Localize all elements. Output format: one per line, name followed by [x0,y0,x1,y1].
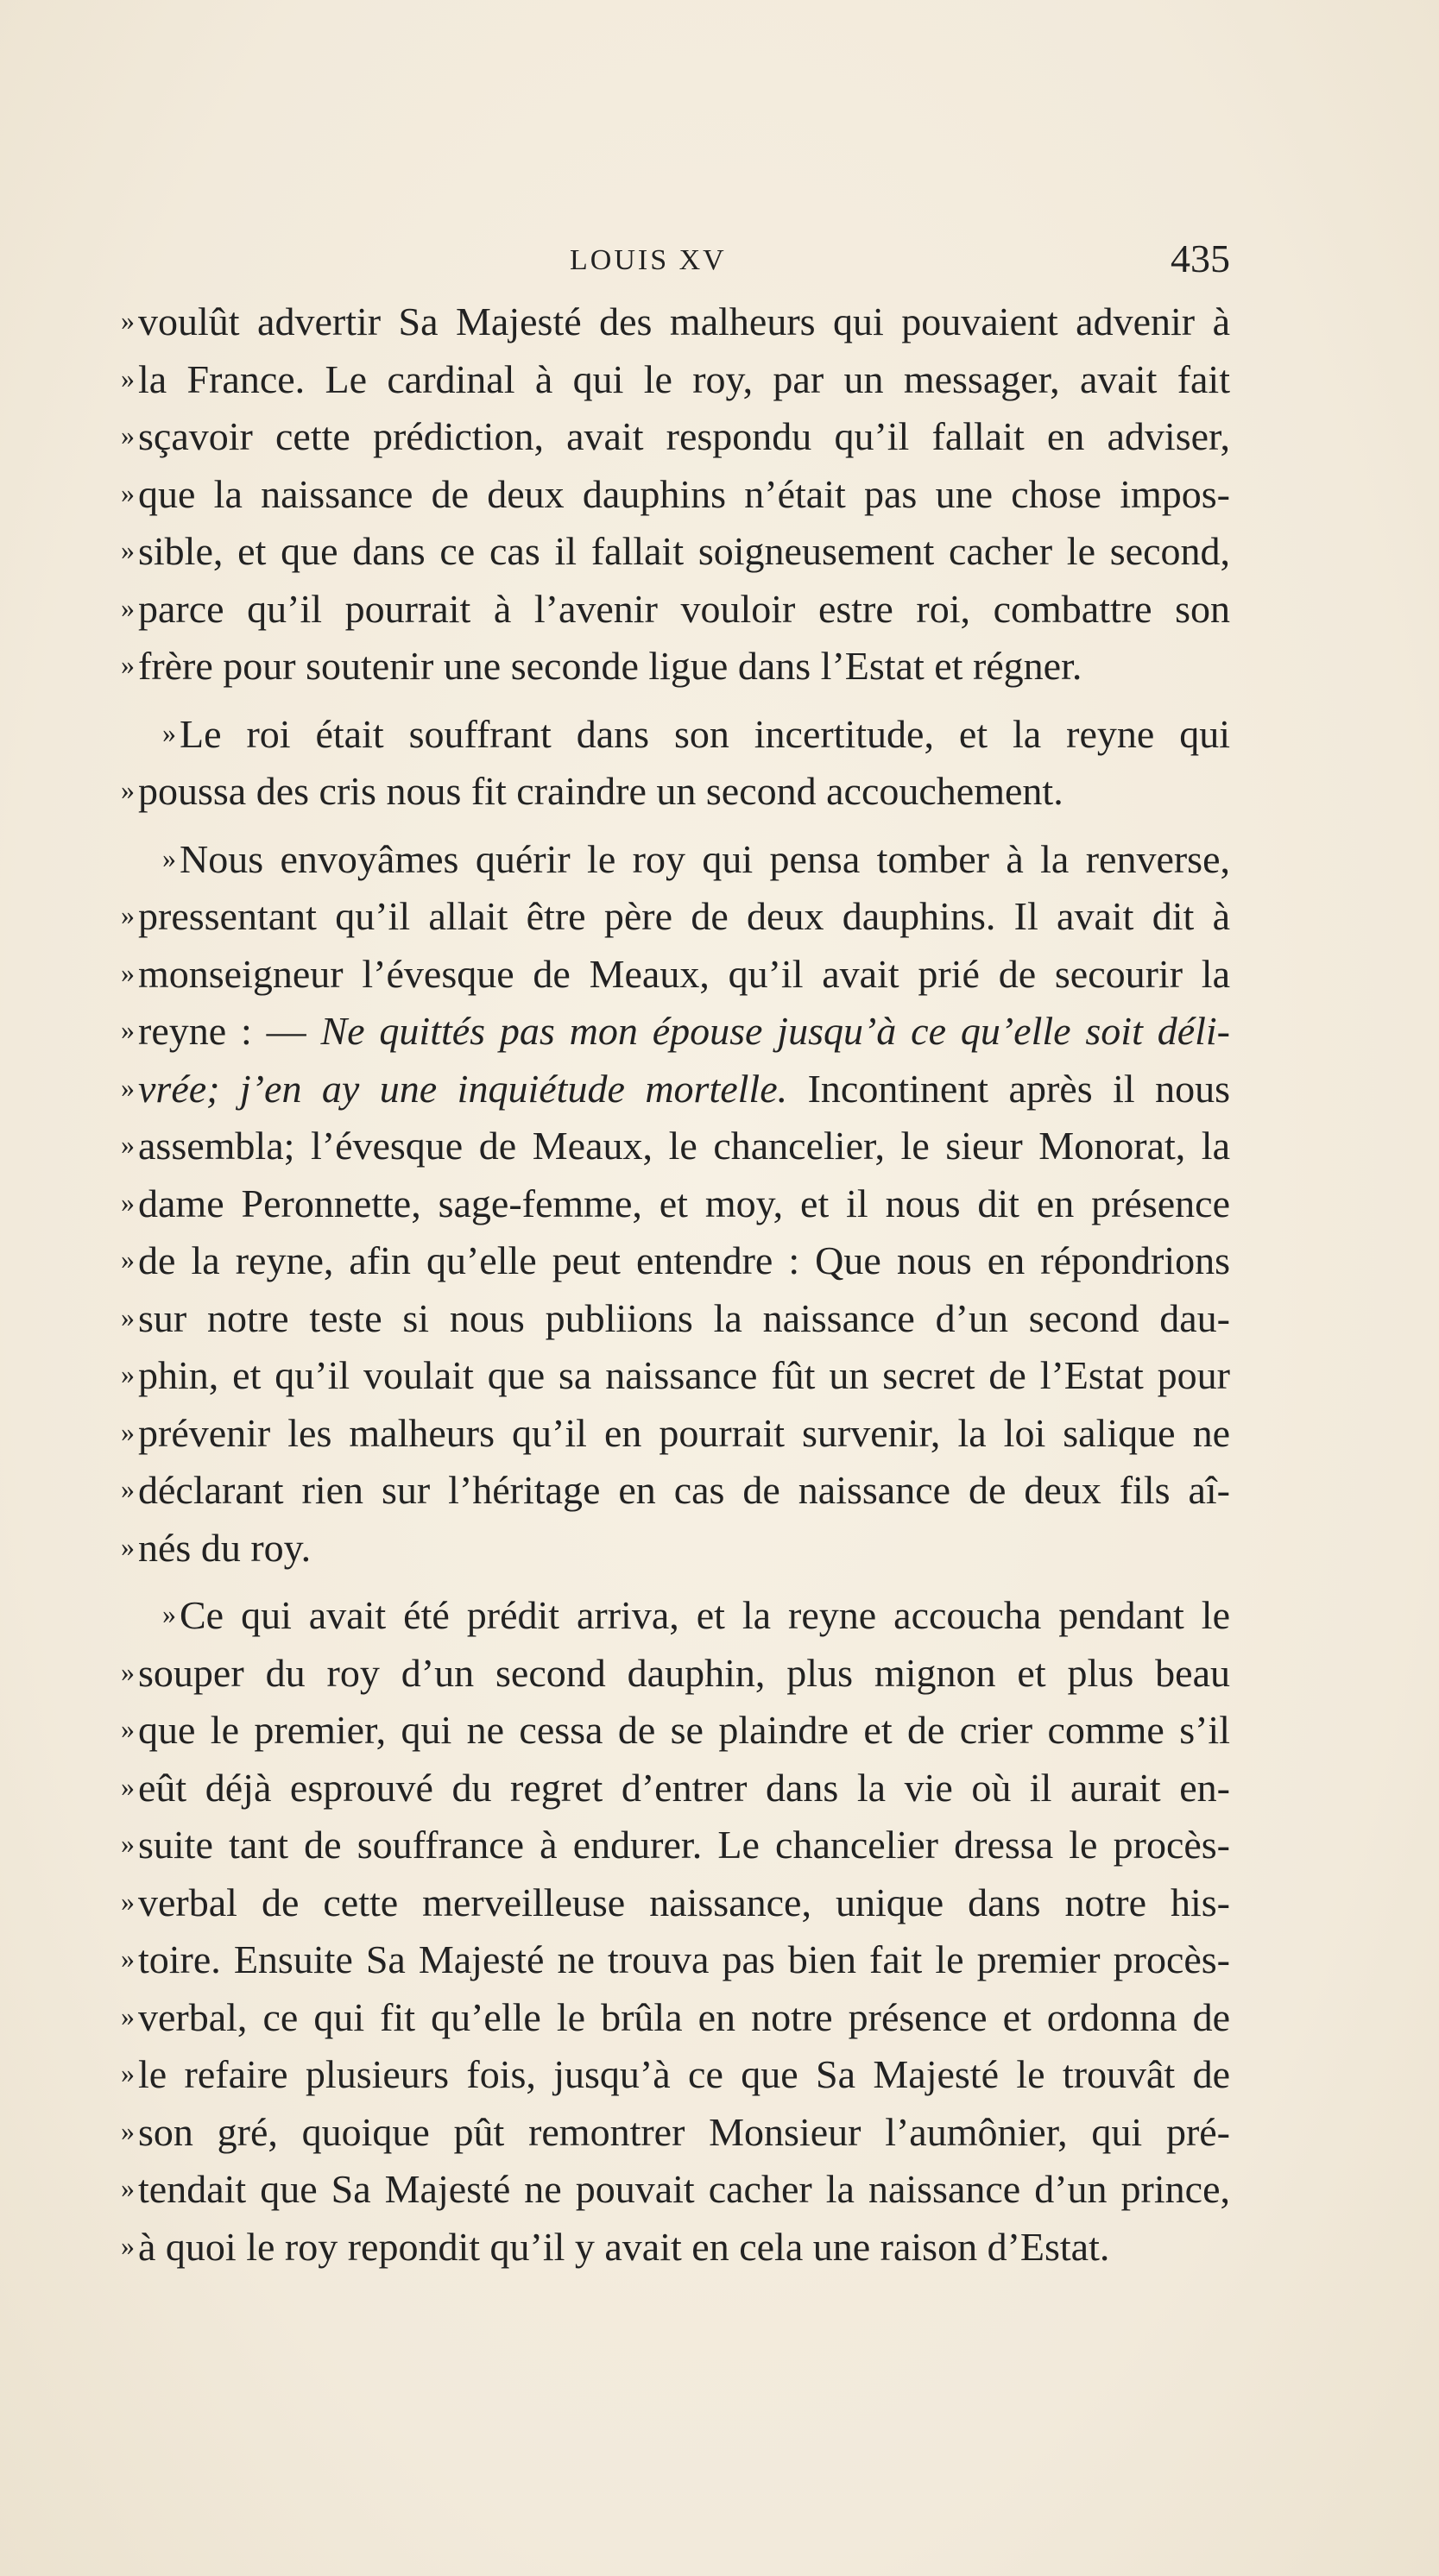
text-line: »Le roi était souffrant dans son incertitude, et la reyne qui [121,704,1230,762]
quote-mark: » [121,476,135,508]
quote-mark: » [121,534,135,565]
text-line: »phin, et qu’il voulait que sa naissance fût un secret de l’Estat pour [121,1345,1230,1403]
quote-mark: » [121,1713,135,1744]
text-line: »de la reyne, afin qu’elle peut entendre : Que nous en répondrions [121,1231,1230,1288]
quote-mark: » [121,1655,135,1687]
text-line: »tendait que Sa Majesté ne pouvait cacher la naissance d’un prince, [121,2159,1230,2217]
quote-mark: » [121,591,135,623]
quote-mark: » [121,419,135,450]
quote-mark: » [121,1473,135,1504]
quote-mark: » [121,1358,135,1389]
text-line: »dame Peronnette, sage-femme, et moy, et il nous dit en présence [121,1174,1230,1231]
paragraph-gap [121,694,1230,704]
text-line: »sible, et que dans ce cas il fallait soigneusement cacher le second, [121,521,1230,579]
quote-mark: » [121,774,135,805]
quote-mark: » [121,1301,135,1332]
text-line: »suite tant de souffrance à endurer. Le chancelier dressa le procès- [121,1815,1230,1873]
text-line: »vrée; j’en ay une inquiétude mortelle. Incontinent après il nous [121,1059,1230,1117]
text-line: »nés du roy. [121,1518,1230,1576]
quote-mark: » [121,956,135,988]
text-line: »pressentant qu’il allait être père de deux dauphins. Il avait dit à [121,886,1230,944]
paragraph-gap [121,1575,1230,1585]
italic-quote: Ne quittés pas mon épouse jusqu’à ce qu’elle soit déli- [320,1009,1230,1053]
text-line: »toire. Ensuite Sa Majesté ne trouva pas bien fait le premier procès- [121,1930,1230,1987]
quote-mark: » [121,1129,135,1160]
text-line: »voulût advertir Sa Majesté des malheurs qui pouvaient advenir à [121,292,1230,350]
paragraph-gap [121,819,1230,829]
text-line: »frère pour soutenir une seconde ligue dans l’Estat et régner. [121,636,1230,694]
text-line: »eût déjà esprouvé du regret d’entrer dans la vie où il aurait en- [121,1758,1230,1816]
text-line: »Nous envoyâmes quérir le roy qui pensa tomber à la renverse, [121,829,1230,887]
quote-mark: » [121,1415,135,1447]
quote-mark: » [121,1014,135,1045]
quote-mark: » [121,1885,135,1917]
quote-mark: » [121,1071,135,1103]
quote-mark: » [121,1186,135,1218]
text-line: »le refaire plusieurs fois, jusqu’à ce que Sa Majesté le trouvât de [121,2044,1230,2102]
quote-mark: » [121,305,135,336]
quote-mark: » [121,649,135,680]
text-line: »poussa des cris nous fit craindre un second accouchement. [121,761,1230,819]
text-line: »sur notre teste si nous publiions la naissance d’un second dau- [121,1288,1230,1346]
text-line: »la France. Le cardinal à qui le roy, par un messager, avait fait [121,350,1230,407]
quote-mark: » [121,1530,135,1562]
quote-mark: » [121,2172,135,2203]
quote-mark: » [121,2229,135,2261]
quote-mark: » [162,1598,176,1629]
quote-mark: » [121,1828,135,1859]
text-line: »que le premier, qui ne cessa de se plaindre et de crier comme s’il [121,1700,1230,1758]
running-head: LOUIS XV [570,244,727,276]
quote-mark: » [121,1943,135,1974]
quote-mark: » [162,716,176,748]
text-line: »verbal, ce qui fit qu’elle le brûla en notre présence et ordonna de [121,1987,1230,2045]
text-line: »déclarant rien sur l’héritage en cas de naissance de deux fils aî- [121,1460,1230,1518]
page-number: 435 [1171,236,1230,280]
text-line: »sçavoir cette prédiction, avait respondu qu’il fallait en adviser, [121,406,1230,464]
text-line: »prévenir les malheurs qu’il en pourrait survenir, la loi salique ne [121,1403,1230,1461]
text-line: »verbal de cette merveilleuse naissance, unique dans notre his- [121,1873,1230,1930]
quote-mark: » [121,1770,135,1802]
quote-mark: » [121,899,135,930]
text-line: »que la naissance de deux dauphins n’était pas une chose impos- [121,464,1230,522]
italic-quote: vrée; j’en ay une inquiétude mortelle. [138,1066,788,1111]
text-line: »Ce qui avait été prédit arriva, et la reyne accoucha pendant le [121,1585,1230,1643]
text-line: »son gré, quoique pût remontrer Monsieur l’aumônier, qui pré- [121,2102,1230,2160]
quote-mark: » [121,2057,135,2088]
text-line: »parce qu’il pourrait à l’avenir vouloir estre roi, combattre son [121,579,1230,637]
text-line: »assembla; l’évesque de Meaux, le chancelier, le sieur Monorat, la [121,1116,1230,1174]
quote-mark: » [121,2114,135,2146]
text-line: »souper du roy d’un second dauphin, plus mignon et plus beau [121,1643,1230,1701]
text-line: »monseigneur l’évesque de Meaux, qu’il avait prié de secourir la [121,944,1230,1002]
quote-mark: » [121,1244,135,1275]
quote-mark: » [121,362,135,394]
text-line: »reyne : — Ne quittés pas mon épouse jusqu’à ce qu’elle soit déli- [121,1001,1230,1059]
quote-mark: » [162,841,176,873]
text-line: »à quoi le roy repondit qu’il y avait en cela une raison d’Estat. [121,2217,1230,2275]
quote-mark: » [121,2000,135,2031]
body-text [121,292,1230,2274]
page-header [121,235,1230,287]
